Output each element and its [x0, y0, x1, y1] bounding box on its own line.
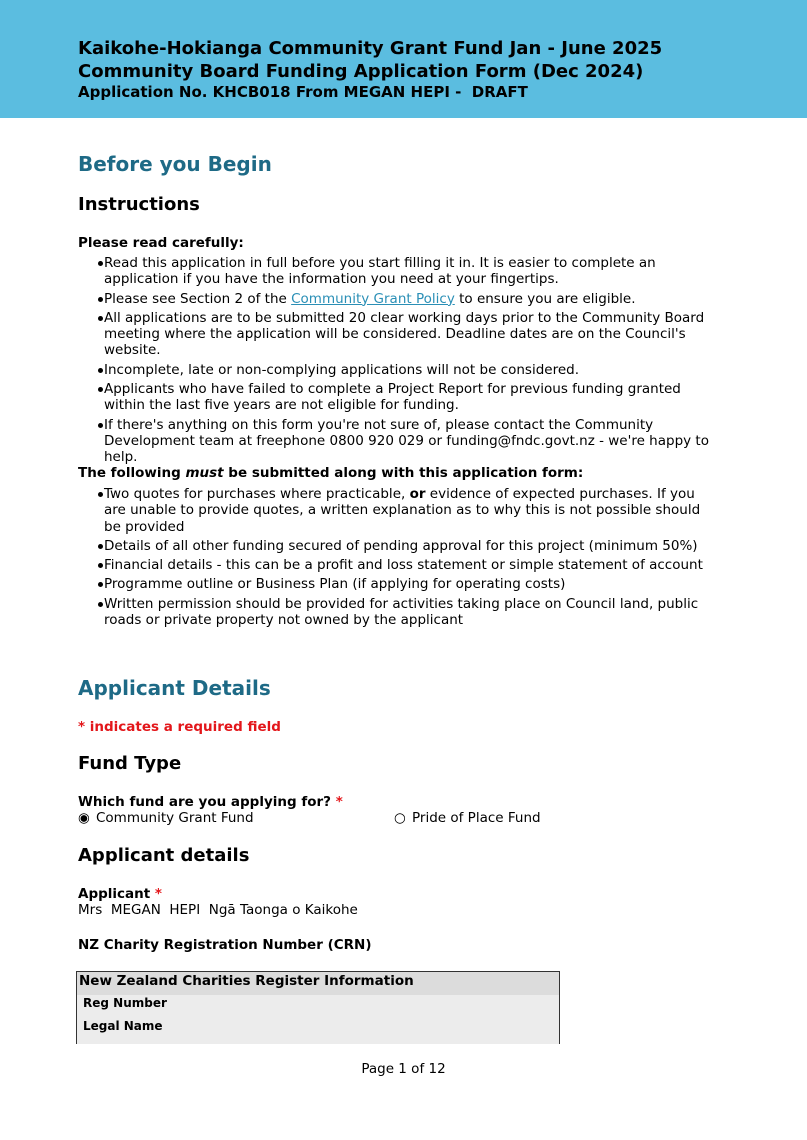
- applicant-details-heading: Applicant Details: [78, 676, 271, 700]
- form-subtitle: Community Board Funding Application Form (Dec 2024): [78, 61, 644, 82]
- bullet-icon: [98, 563, 103, 568]
- page-number: Page 1 of 12: [361, 1061, 446, 1077]
- legal-name-label: Legal Name: [83, 1019, 163, 1033]
- applicant-label: Applicant *: [78, 886, 162, 902]
- bullet-icon: [98, 582, 103, 587]
- crn-label: NZ Charity Registration Number (CRN): [78, 937, 372, 953]
- instructions-list: [78, 255, 718, 469]
- list-item: All applications are to be submitted 20 clear working days prior to the Community Board meeting where the application will be considered. Deadline dates are on the Council's website.: [78, 310, 718, 359]
- required-star: *: [335, 794, 343, 810]
- charities-register-heading: New Zealand Charities Register Information: [77, 972, 559, 995]
- bullet-icon: [98, 602, 103, 607]
- radio-pride-of-place-fund[interactable]: ○ Pride of Place Fund: [394, 810, 541, 826]
- application-number: Application No. KHCB018 From MEGAN HEPI - DRAFT: [78, 83, 528, 101]
- list-item: Programme outline or Business Plan (if applying for operating costs): [78, 576, 718, 592]
- community-grant-policy-link[interactable]: Community Grant Policy: [291, 290, 455, 307]
- list-item: Incomplete, late or non-complying applications will not be considered.: [78, 362, 718, 378]
- applicant-details-subheading: Applicant details: [78, 845, 250, 866]
- must-submit-label: The following must be submitted along with this application form:: [78, 465, 584, 481]
- bullet-icon: [98, 492, 103, 497]
- requirements-list: [78, 486, 718, 631]
- bullet-icon: [98, 316, 103, 321]
- required-star: *: [154, 886, 162, 902]
- list-item: Written permission should be provided for activities taking place on Council land, public roads or private property not owned by the applicant: [78, 596, 718, 629]
- list-item: Two quotes for purchases where practicable, or evidence of expected purchases. If you are unable to provide quotes, a written explanation as to why this is not possible should be provided: [78, 486, 718, 535]
- list-item: If there's anything on this form you're not sure of, please contact the Community Development team at freephone 0800 920 029 or funding@fndc.govt.nz - we're happy to help.: [78, 417, 718, 466]
- instructions-heading: Instructions: [78, 194, 200, 215]
- required-field-note: * indicates a required field: [78, 719, 281, 735]
- list-item: Please see Section 2 of the Community Grant Policy to ensure you are eligible.: [78, 291, 718, 307]
- list-item: Financial details - this can be a profit and loss statement or simple statement of account: [78, 557, 718, 573]
- reg-number-label: Reg Number: [83, 996, 167, 1010]
- radio-community-grant-fund[interactable]: ◉ Community Grant Fund: [78, 810, 254, 826]
- applicant-value: Mrs MEGAN HEPI Ngā Taonga o Kaikohe: [78, 902, 358, 918]
- before-you-begin-heading: Before you Begin: [78, 152, 272, 176]
- header-banner: [0, 0, 807, 118]
- read-carefully-label: Please read carefully:: [78, 235, 244, 251]
- radio-selected-icon: ◉: [78, 810, 90, 826]
- charities-register-table: [76, 971, 560, 1044]
- bullet-icon: [98, 387, 103, 392]
- bullet-icon: [98, 297, 103, 302]
- list-item: Details of all other funding secured of pending approval for this project (minimum 50%): [78, 538, 718, 554]
- radio-unselected-icon: ○: [394, 810, 406, 826]
- list-item: Read this application in full before you start filling it in. It is easier to complete an application if you have the information you need at your fingertips.: [78, 255, 718, 288]
- bullet-icon: [98, 261, 103, 266]
- fund-question-label: Which fund are you applying for? *: [78, 794, 343, 810]
- bullet-icon: [98, 368, 103, 373]
- form-title: Kaikohe-Hokianga Community Grant Fund Jan - June 2025: [78, 38, 663, 59]
- fund-type-heading: Fund Type: [78, 753, 182, 774]
- list-item: Applicants who have failed to complete a Project Report for previous funding granted within the last five years are not eligible for funding.: [78, 381, 718, 414]
- bullet-icon: [98, 423, 103, 428]
- bullet-icon: [98, 544, 103, 549]
